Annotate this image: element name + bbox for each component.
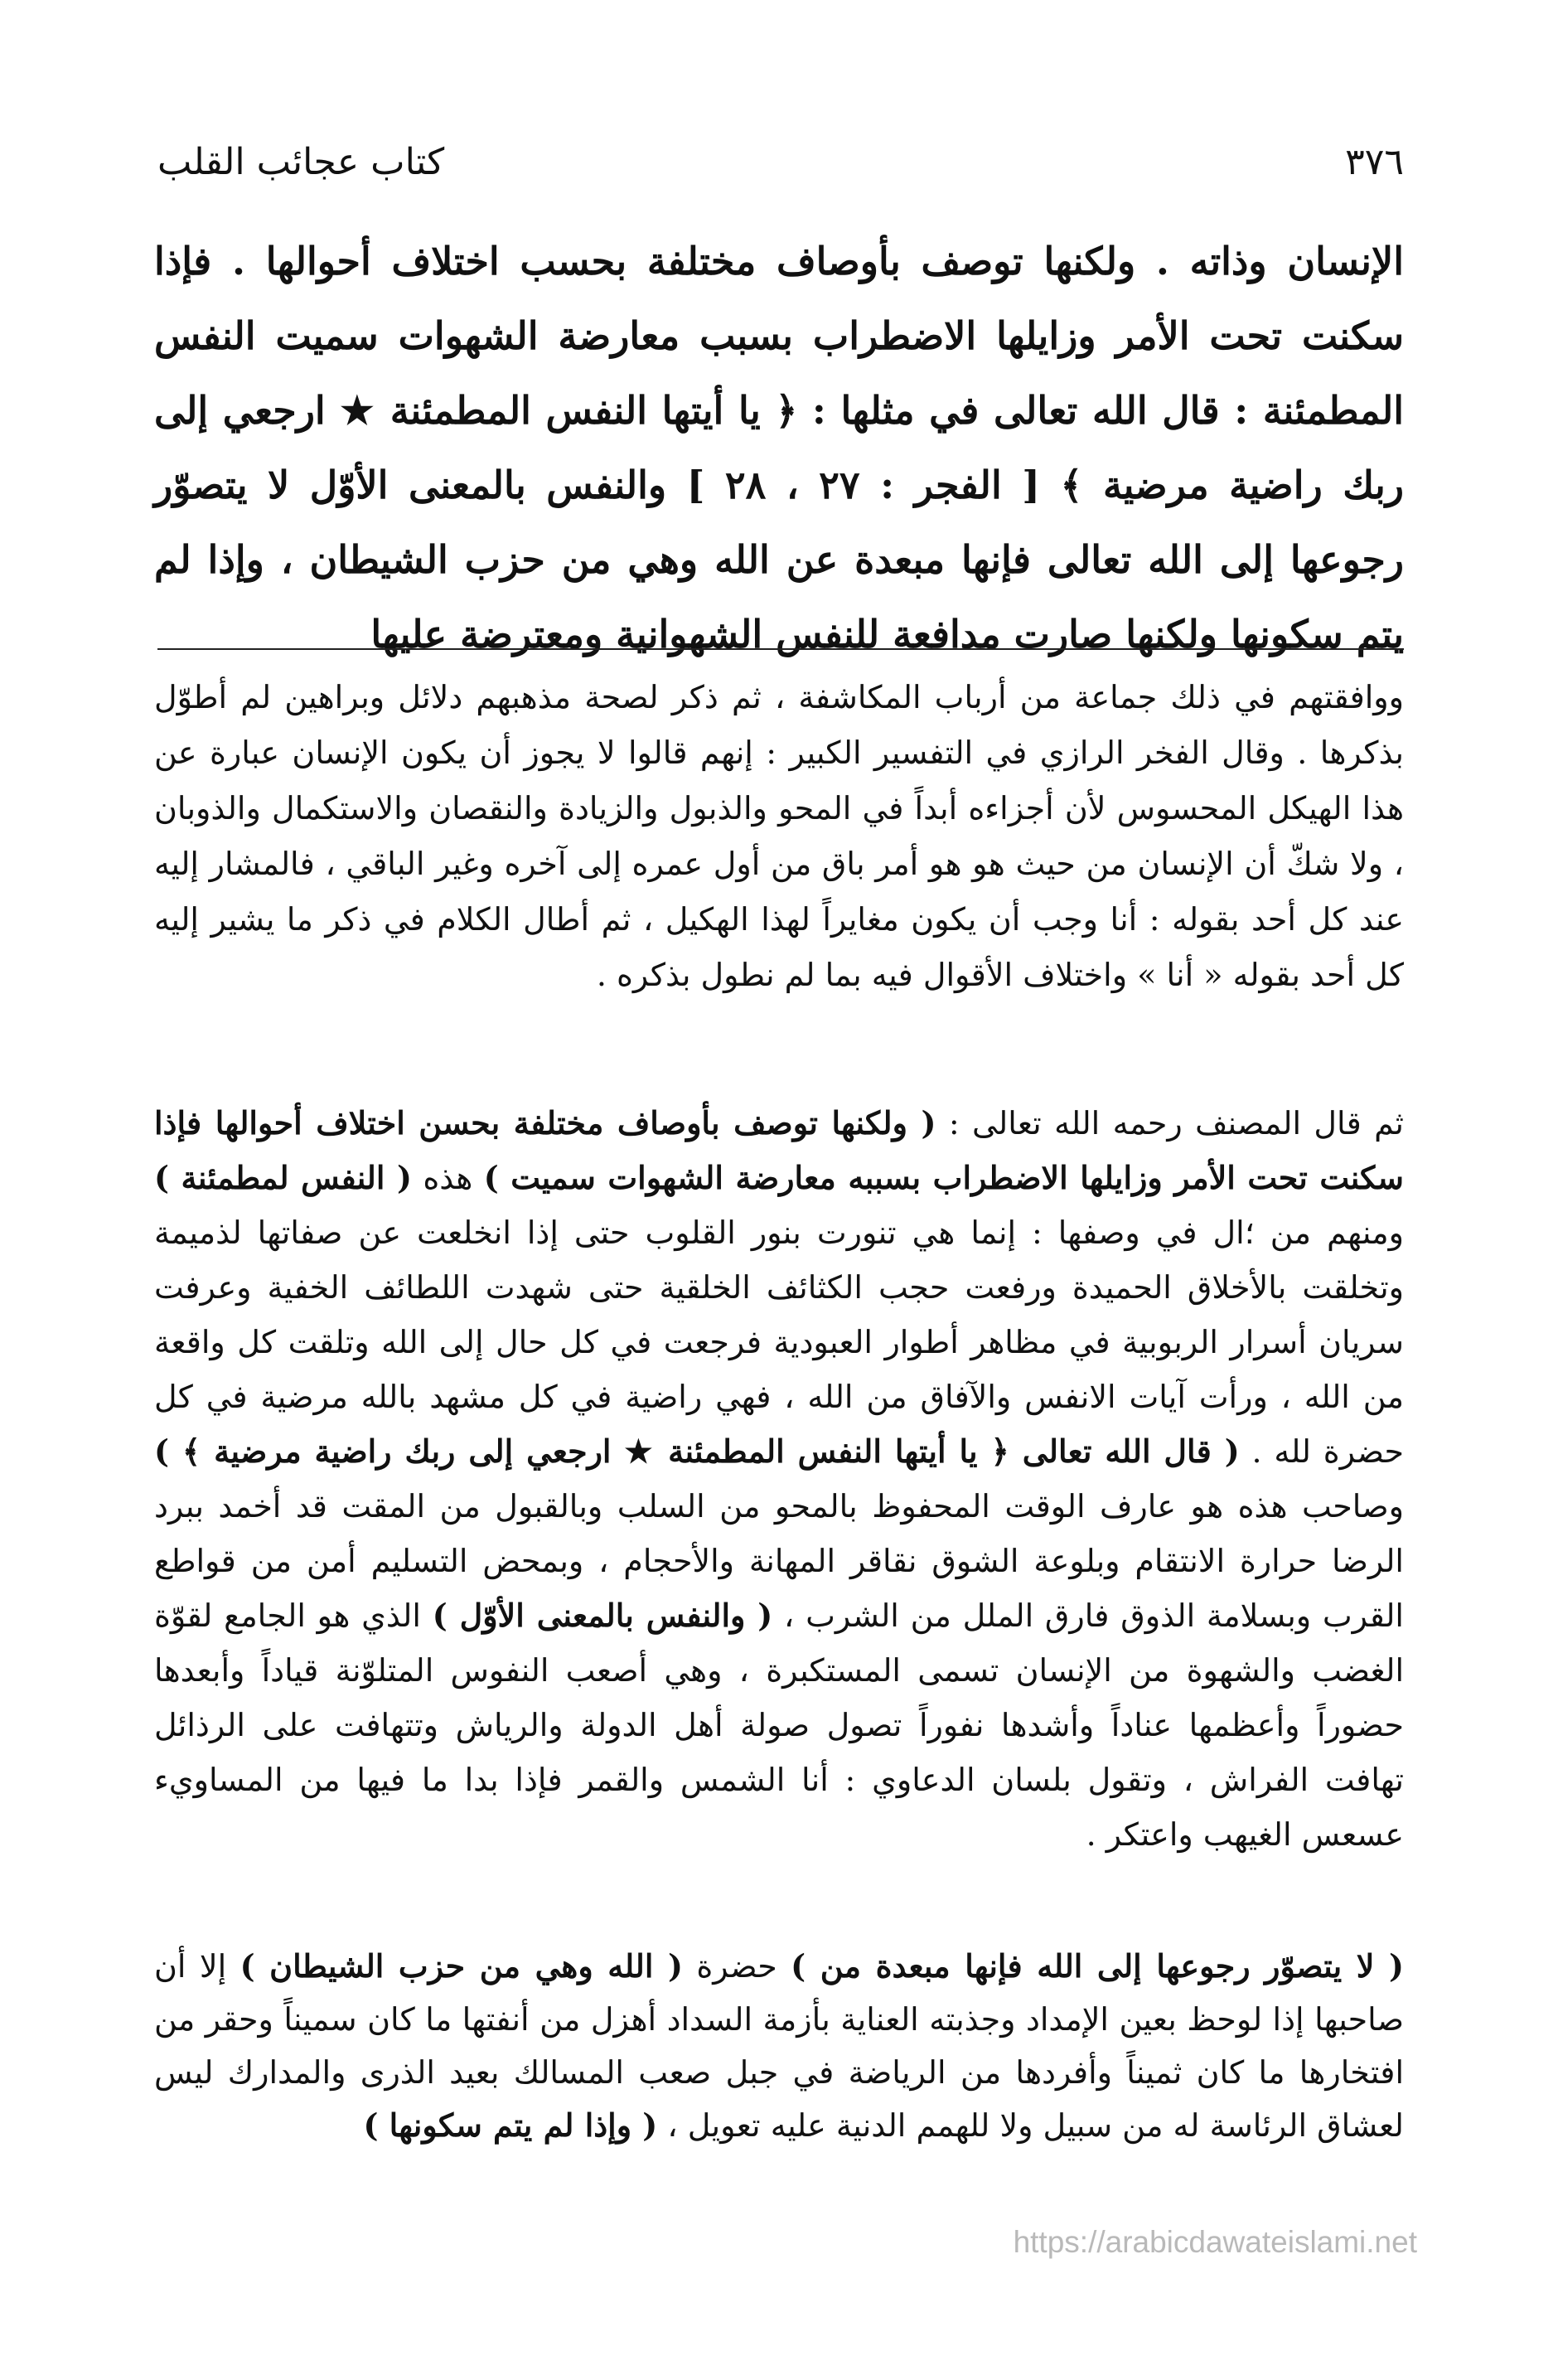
watermark-url: https://arabicdawateislami.net [1013, 2225, 1417, 2259]
footnote-block-3 [154, 1940, 1404, 2152]
commentary-text: وصاحب هذه هو عارف الوقت المحفوظ بالمحو من السلب وبالقبول من المقت قد أخمد ببرد الرضا حرارة الانتقام وبلوعة الشوق نقاقر المهانة والأحجام ، وبمحض التسليم أمن من قواطع القرب وبسلامة الذوق فارق الملل من الشرب ، [154, 1488, 1404, 1634]
footnote-1-paragraph: ووافقتهم في ذلك جماعة من أرباب المكاشفة ، ثم ذكر لصحة مذهبهم دلائل وبراهين لم أطوّل بذكرها . وقال الفخر الرازي في التفسير الكبير : إنهم قالوا لا يجوز أن يكون الإنسان عبارة عن هذا الهيكل المحسوس لأن أجزاءه أبداً في المحو والذبول والزيادة والنقصان والاستكمال والذوبان ، ولا شكّ أن الإنسان من حيث هو هو أمر باق من أول عمره إلى آخره وغير الباقي ، فالمشار إليه عند كل أحد بقوله : أنا وجب أن يكون مغايراً لهذا الهكيل ، ثم أطال الكلام في ذكر ما يشير إليه كل أحد بقوله « أنا » واختلاف الأقوال فيه بما لم نطول بذكره . [154, 679, 1404, 993]
commentary-intro: ثم قال المصنف رحمه الله تعالى : [936, 1105, 1404, 1142]
main-text-paragraph: الإنسان وذاته . ولكنها توصف بأوصاف مختلفة بحسب اختلاف أحوالها . فإذا سكنت تحت الأمر وزايلها الاضطراب بسبب معارضة الشهوات سميت النفس المطمئنة : قال الله تعالى في مثلها : ﴿ يا أيتها النفس المطمئنة ★ ارجعي إلى ربك راضية مرضية ﴾ [ الفجر : ٢٧ ، ٢٨ ] والنفس بالمعنى الأوّل لا يتصوّر رجوعها إلى الله تعالى فإنها مبعدة عن الله وهي من حزب الشيطان ، وإذا لم يتم سكونها ولكنها صارت مدافعة للنفس الشهوانية ومعترضة عليها [154, 239, 1404, 657]
commentary-text: ومنهم من ؛ال في وصفها : إنما هي تنورت بنور القلوب حتى إذا انخلعت عن صفاتها لذميمة وتخلقت بالأخلاق الحميدة ورفعت حجب الكثائف الخلقية حتى شهدت اللطائف الخفية وعرفت سريان أسرار الربوبية في مظاهر أطوار العبودية فرجعت في كل حال إلى الله وتلقت كل واقعة من الله ، ورأت آيات الانفس والآفاق من الله ، فهي راضية في كل مشهد بالله مرضية في كل حضرة لله . [154, 1214, 1405, 1470]
footnote-2-paragraph [154, 1096, 1404, 1862]
quoted-text: ( الله وهي من حزب الشيطان ) [240, 1947, 683, 1985]
footnote-divider [157, 648, 1404, 650]
commentary-text: إلا أن صاحبها إذا لوحظ بعين الإمداد وجذبته العناية بأزمة السداد أهزل من أنفتها ما كان سميناً وحقر من افتخارها ما كان ثميناً وأفردها من الرياضة في جبل صعب المسالك بعيد الذرى والمدارك ليس لعشاق الرئاسة له من سبيل ولا للهمم الدنية عليه تعويل ، [154, 1948, 1404, 2144]
commentary-text: هذه [411, 1160, 484, 1196]
quoted-verse: ( قال الله تعالى ﴿ يا أيتها النفس المطمئنة ★ ارجعي إلى ربك راضية مرضية ﴾ ) [154, 1432, 1240, 1470]
commentary-text: حضرة [682, 1948, 791, 1985]
quoted-text: ( لا يتصوّر رجوعها إلى الله فإنها مبعدة من ) [791, 1947, 1404, 1985]
footnote-3-paragraph [154, 1940, 1404, 2152]
footnote-block-2 [154, 1096, 1404, 1862]
main-text-block [154, 224, 1404, 671]
footnote-block-1 [154, 670, 1404, 1003]
commentary-text: الذي هو الجامع لقوّة الغضب والشهوة من الإنسان تسمى المستكبرة ، وهي أصعب النفوس المتلوّنة قياداً وأبعدها حضوراً وأعظمها عناداً وأشدها نفوراً تصول صولة أهل الدولة والرياش وتتهافت على الرذائل تهافت الفراش ، وتقول بلسان الدعاوي : أنا الشمس والقمر فإذا بدا ما فيها من المساويء عسعس الغيهب واعتكر . [154, 1597, 1404, 1853]
quoted-text: ( وإذا لم يتم سكونها ) [363, 2106, 658, 2144]
book-title: كتاب عجائب القلب [157, 140, 445, 183]
quoted-text: ( ولكنها توصف بأوصاف مختلفة بحسن اختلاف أحوالها فإذا سكنت تحت الأمر وزايلها الاضطراب بسببه معارضة الشهوات سميت ) [154, 1104, 1405, 1196]
quoted-text: ( النفس لمطمئنة ) [154, 1159, 412, 1196]
quoted-text: ( والنفس بالمعنى الأوّل ) [432, 1597, 773, 1634]
page-number: ٣٧٦ [1345, 140, 1404, 183]
page-header [157, 133, 1404, 191]
